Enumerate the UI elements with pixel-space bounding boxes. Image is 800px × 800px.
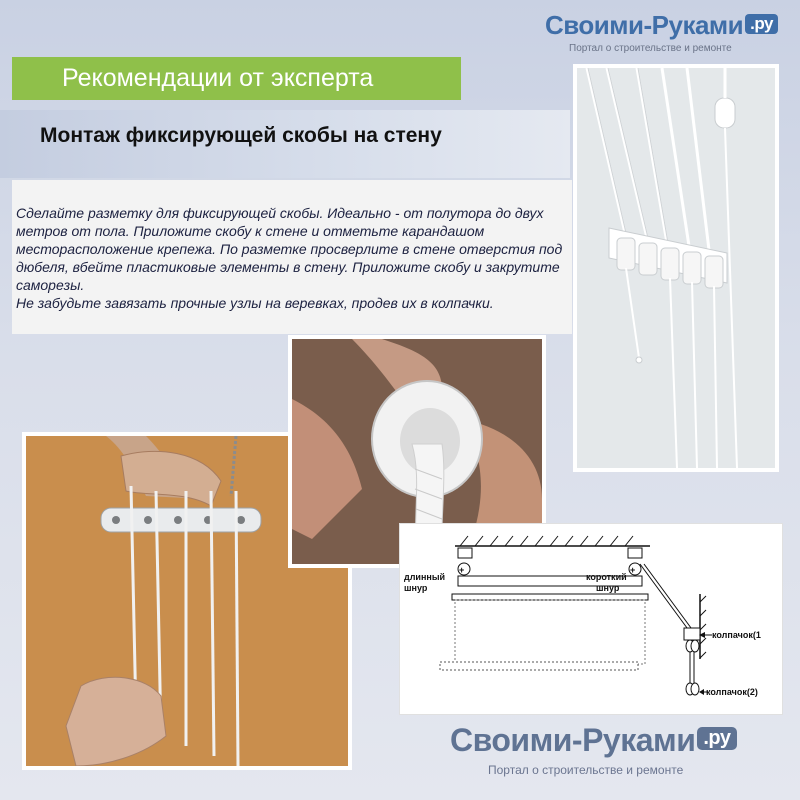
installation-diagram <box>400 524 782 714</box>
plus-sign-right: + <box>630 565 636 575</box>
expert-banner: Рекомендации от эксперта <box>12 57 461 100</box>
label-short-cord-1: короткий <box>586 572 627 582</box>
logo-brand-top: Своими-Руками .ру <box>545 10 785 41</box>
label-short-cord-2: шнур <box>596 583 620 593</box>
page-title: Монтаж фиксирующей скобы на стену <box>40 124 442 147</box>
logo-domain-top: .ру <box>745 14 778 34</box>
logo-tagline-top: Портал о строительстве и ремонте <box>569 43 732 54</box>
label-cap-2: колпачок(2) <box>706 687 758 697</box>
bracket-cords-image <box>577 68 775 468</box>
logo-bottom[interactable] <box>450 722 790 777</box>
photo-bracket-cords <box>573 64 779 472</box>
logo-brand-bottom: Своими-Руками .ру <box>450 722 790 759</box>
label-cap-1: колпачок(1 <box>712 630 761 640</box>
label-long-cord-1: длинный <box>404 572 446 582</box>
logo-top[interactable] <box>545 10 785 54</box>
label-long-cord-2: шнур <box>404 583 428 593</box>
instructions-paragraph-2: Не забудьте завязать прочные узлы на веревках, продев их в колпачки. <box>16 295 494 311</box>
logo-domain-bottom: .ру <box>697 727 736 750</box>
instructions-text-box <box>12 180 572 334</box>
plus-sign-left: + <box>459 565 465 575</box>
instructions-paragraph-1: Сделайте разметку для фиксирующей скобы. Идеально - от полутора до двух метров от пола. Приложите скобу к стене и отметьте карандашом месторасположение крепежа. По разметке просверлите в стене отверстия под дюбеля, вбейте пластиковые элементы в стену. Приложите скобу и закрутите саморезы. <box>16 205 563 293</box>
logo-tagline-bottom: Портал о строительстве и ремонте <box>488 763 684 777</box>
